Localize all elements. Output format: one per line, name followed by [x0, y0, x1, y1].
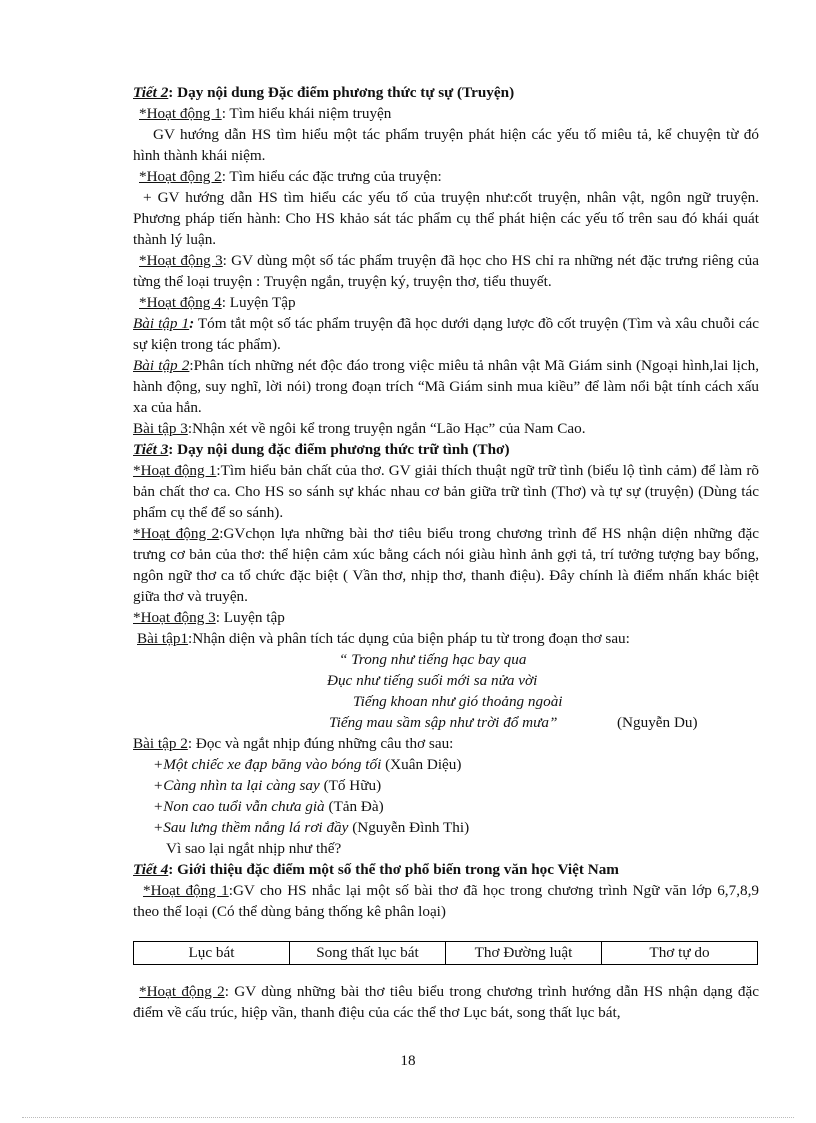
tiet2-hd2: *Hoạt động 2: Tìm hiểu các đặc trưng của truyện: [139, 168, 442, 185]
document-page [133, 82, 759, 1023]
tiet2-bt2: Bài tập 2:Phân tích những nét độc đáo trong việc miêu tả nhân vật Mã Giám sinh (Ngoại hình,lai lịch, hành động, suy nghĩ, lời nói) trong đoạn trích “Mã Giám sinh mua kiều” để làm nổi bật tính cách xấu xa của hắn. [133, 357, 760, 416]
table-cell: Thơ Đường luật [446, 942, 602, 964]
tiet4-hd1: *Hoạt động 1:GV cho HS nhắc lại một số bài thơ đã học trong chương trình Ngữ văn lớp 6,7,8,9 theo thể loại (Có thể dùng bảng thống kê phân loại) [133, 882, 759, 920]
tiet2-bt3: Bài tập 3:Nhận xét về ngôi kể trong truyện ngắn “Lão Hạc” của Nam Cao. [133, 420, 586, 437]
tiet2-hd2-body: + GV hướng dẫn HS tìm hiểu các yếu tố của truyện như:cốt truyện, nhân vật, ngôn ngữ truyện. Phương pháp tiến hành: Cho HS khảo sát tác phẩm cụ thể phát hiện các yếu tố trên sau đó khái quát thành lý luận. [133, 189, 759, 248]
verse-list [133, 754, 759, 838]
genre-table [133, 941, 758, 965]
question: Vì sao lại ngắt nhịp như thế? [166, 840, 342, 857]
table-cell: Thơ tự do [649, 944, 710, 961]
tiet2-hd1: *Hoạt động 1: Tìm hiểu khái niệm truyện [139, 105, 392, 122]
tiet3-bt1: Bài tập1:Nhận diện và phân tích tác dụng của biện pháp tu từ trong đoạn thơ sau: [137, 630, 630, 647]
list-item: +Non cao tuổi vẫn chưa già (Tản Đà) [153, 798, 384, 815]
tiet2-hd1-body: GV hướng dẫn HS tìm hiểu một tác phẩm truyện phát hiện các yếu tố miêu tả, kể chuyện từ đó hình thành khái niệm. [133, 126, 759, 164]
page-border [22, 1117, 794, 1118]
tiet2-heading: Tiết 2: Dạy nội dung Đặc điểm phương thức tự sự (Truyện) [133, 84, 515, 101]
poem-line-1: “ Trong như tiếng hạc bay qua [339, 651, 527, 668]
tiet4-hd2: *Hoạt động 2: GV dùng những bài thơ tiêu biểu trong chương trình hướng dẫn HS nhận dạng đặc điểm về cấu trúc, hiệp vần, thanh điệu của các thể thơ Lục bát, song thất lục bát, [133, 983, 759, 1021]
tiet3-hd3: *Hoạt động 3: Luyện tập [133, 609, 285, 626]
poem [133, 649, 759, 733]
tiet3-heading: Tiết 3: Dạy nội dung đặc điểm phương thức trữ tình (Thơ) [133, 441, 510, 458]
tiet2-bt1: Bài tập 1: Tóm tắt một số tác phẩm truyện đã học dưới dạng lược đồ cốt truyện (Tìm và xâu chuỗi các sự kiện trong tác phẩm). [133, 315, 759, 353]
poem-line-3: Tiếng khoan như gió thoảng ngoài [353, 693, 563, 710]
poem-line-2: Đục như tiếng suối mới sa nửa vời [327, 672, 538, 689]
poem-author: (Nguyễn Du) [617, 714, 698, 731]
table-cell: Song thất lục bát [290, 942, 446, 964]
list-item: +Một chiếc xe đạp băng vào bóng tối (Xuân Diệu) [153, 756, 462, 773]
poem-line-4: Tiếng mau sầm sập như trời đổ mưa” [329, 714, 558, 731]
tiet3-bt2: Bài tập 2: Đọc và ngắt nhịp đúng những câu thơ sau: [133, 735, 454, 752]
tiet3-hd1: *Hoạt động 1:Tìm hiểu bản chất của thơ. GV giải thích thuật ngữ trữ tình (biểu lộ tình cảm) để làm rõ bản chất thơ ca. Cho HS so sánh sự khác nhau cơ bản giữa trữ tình (Thơ) và tự sự (truyện) (Dùng tác phẩm cụ thể để so sánh). [133, 462, 759, 521]
tiet3-hd2: *Hoạt động 2:GVchọn lựa những bài thơ tiêu biểu trong chương trình để HS nhận diện những đặc trưng cơ bản của thơ: thể hiện cảm xúc bằng cách nói giàu hình ảnh gợi tả, trí tưởng tượng bay bổng, ngôn ngữ thơ ca tổ chức đặc biệt ( Vần thơ, nhịp thơ, thanh điệu). Đây chính là điểm nhấn khác biệt giữa thơ và truyện. [133, 525, 759, 605]
list-item: +Càng nhìn ta lại càng say (Tố Hữu) [153, 777, 382, 794]
table-cell: Lục bát [134, 942, 290, 964]
page-number: 18 [400, 1052, 416, 1069]
list-item: +Sau lưng thềm nắng lá rơi đầy (Nguyễn Đình Thi) [153, 819, 470, 836]
tiet2-hd4: *Hoạt động 4: Luyện Tập [139, 294, 296, 311]
tiet4-heading: Tiết 4: Giới thiệu đặc điểm một số thể thơ phổ biến trong văn học Việt Nam [133, 861, 619, 878]
tiet2-hd3: *Hoạt động 3: GV dùng một số tác phẩm truyện đã học cho HS chỉ ra những nét đặc trưng riêng của từng thể loại truyện : Truyện ngắn, truyện ký, truyện thơ, tiểu thuyết. [133, 252, 759, 290]
